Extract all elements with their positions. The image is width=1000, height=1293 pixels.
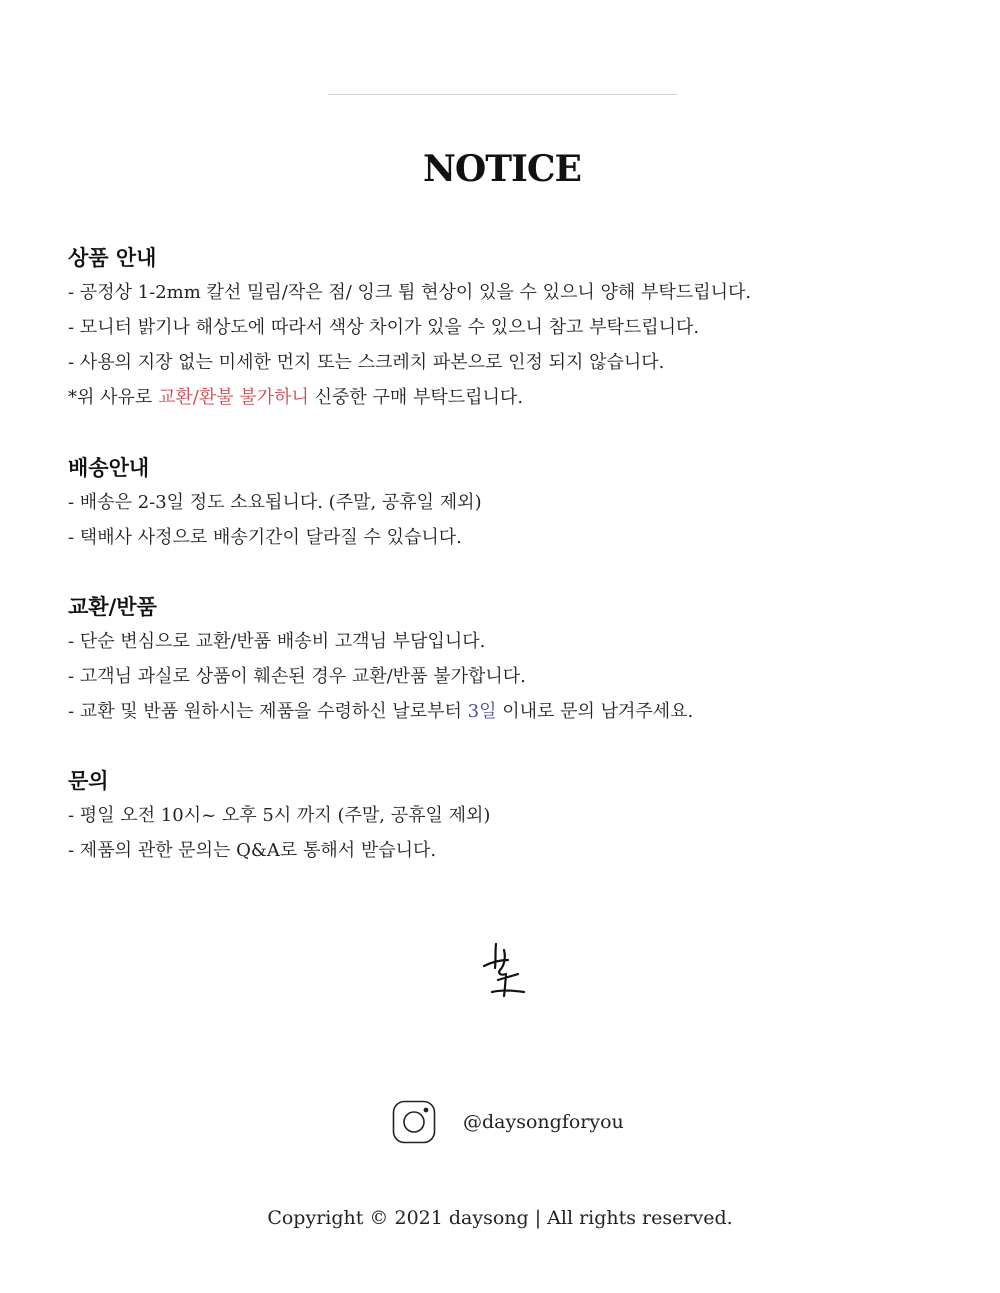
return-deadline-prefix: - 교환 및 반품 원하시는 제품을 수령하신 날로부터	[68, 701, 468, 722]
notice-line: - 단순 변심으로 교환/반품 배송비 고객님 부담입니다.	[68, 631, 486, 652]
instagram-icon[interactable]	[392, 1100, 436, 1144]
notice-line: - 배송은 2-3일 정도 소요됩니다. (주말, 공휴일 제외)	[68, 492, 482, 513]
return-deadline-suffix: 이내로 문의 남겨주세요.	[496, 701, 694, 722]
notice-line: - 공정상 1-2mm 칼선 밀림/작은 점/ 잉크 튐 현상이 있을 수 있으니 양해 부탁드립니다.	[68, 282, 752, 303]
return-days-highlight: 3일	[467, 701, 497, 722]
return-deadline-line	[68, 694, 948, 729]
notice-line: - 평일 오전 10시~ 오후 5시 까지 (주말, 공휴일 제외)	[68, 805, 491, 826]
notice-line: - 모니터 밝기나 해상도에 따라서 색상 차이가 있을 수 있으니 참고 부탁드립니다.	[68, 317, 700, 338]
section-heading: 문의	[68, 769, 109, 793]
notice-line: - 사용의 지장 없는 미세한 먼지 또는 스크레치 파본으로 인정 되지 않습니다.	[68, 352, 665, 373]
section-exchange-return	[68, 590, 948, 729]
caution-note-suffix: 신중한 구매 부탁드립니다.	[308, 387, 524, 408]
section-inquiry	[68, 764, 948, 868]
section-shipping-info	[68, 451, 948, 555]
section-product-info	[68, 241, 948, 415]
daysong-signature-logo-icon	[478, 940, 530, 1002]
notice-line: - 제품의 관한 문의는 Q&A로 통해서 받습니다.	[68, 840, 437, 861]
section-heading: 상품 안내	[68, 246, 157, 270]
notice-line: - 택배사 사정으로 배송기간이 달라질 수 있습니다.	[68, 527, 462, 548]
instagram-handle-link[interactable]: @daysongforyou	[463, 1111, 624, 1133]
no-refund-highlight: 교환/환불 불가하니	[158, 387, 309, 408]
caution-note-prefix: *위 사유로	[68, 387, 158, 408]
section-heading: 배송안내	[68, 456, 150, 480]
caution-note	[68, 380, 948, 415]
top-divider	[328, 94, 677, 95]
notice-line: - 고객님 과실로 상품이 훼손된 경우 교환/반품 불가합니다.	[68, 666, 526, 687]
copyright-text: Copyright © 2021 daysong | All rights reserved.	[267, 1207, 733, 1229]
section-heading: 교환/반품	[68, 595, 157, 619]
page-title: NOTICE	[423, 148, 581, 190]
